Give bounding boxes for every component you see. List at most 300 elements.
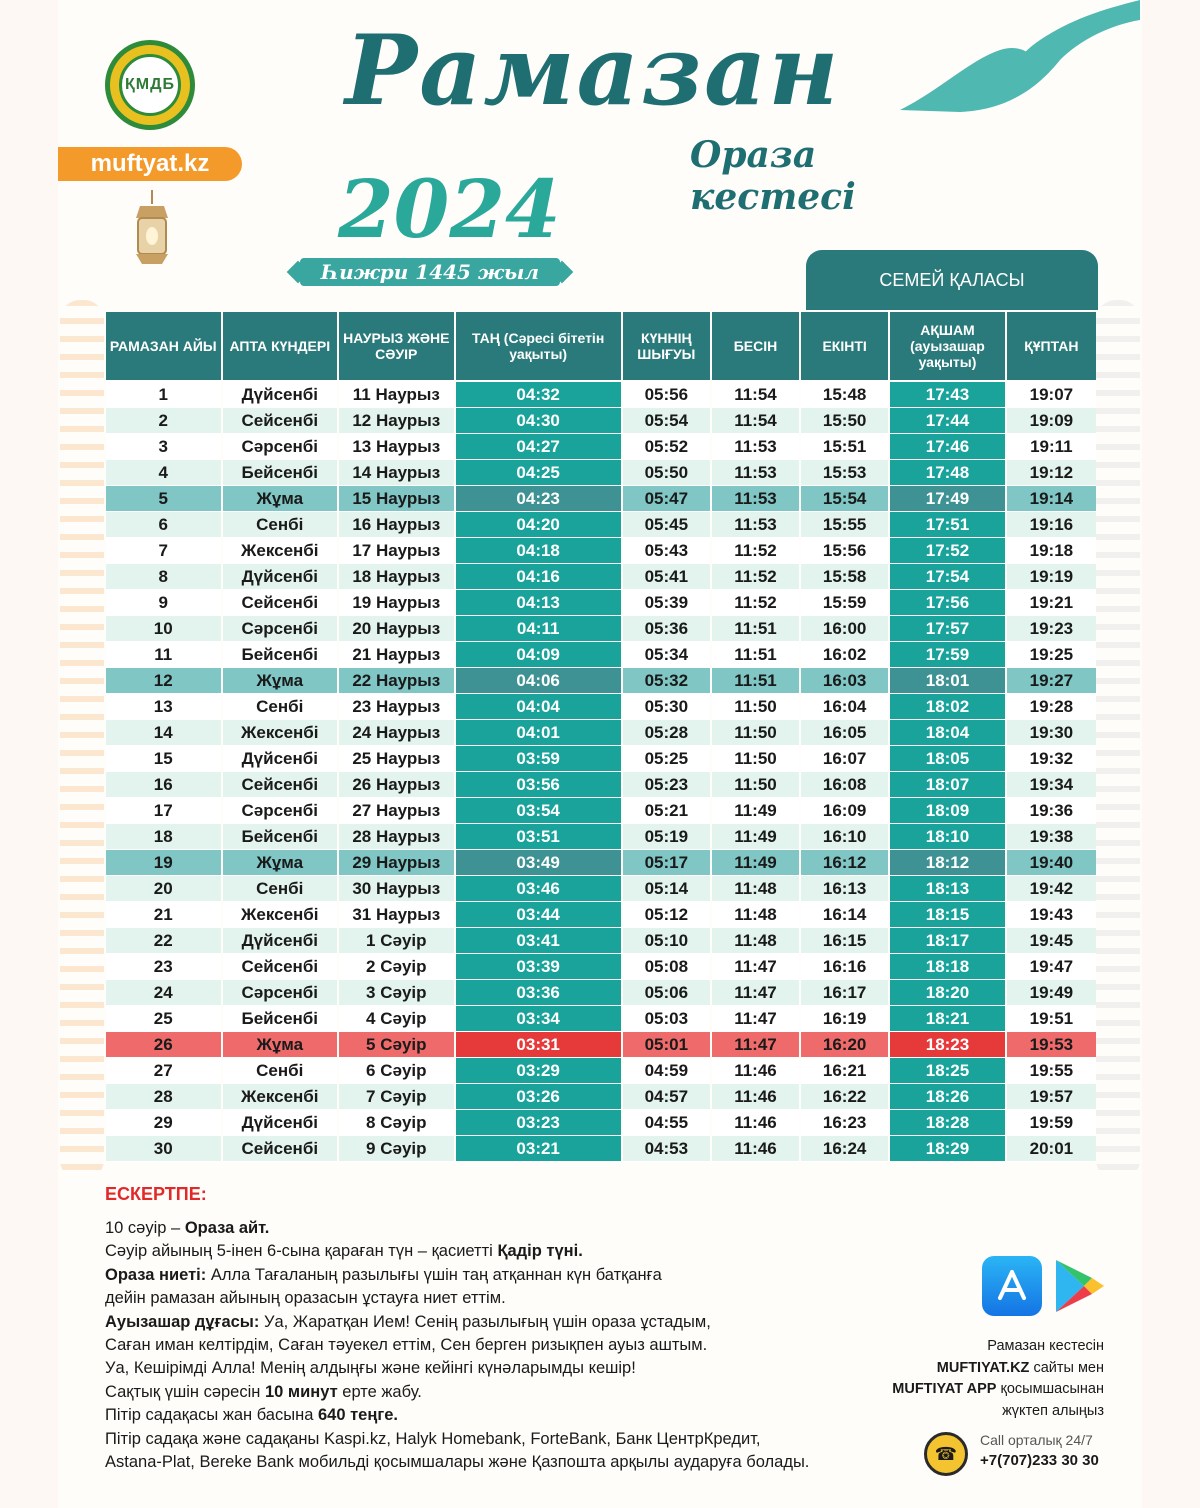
column-header: РАМАЗАН АЙЫ — [106, 312, 221, 382]
table-cell: Жұма — [223, 486, 338, 512]
table-cell: 26 Наурыз — [339, 772, 454, 798]
table-row — [106, 1058, 1096, 1084]
table-cell: 17:44 — [890, 408, 1005, 434]
table-cell: 21 Наурыз — [339, 642, 454, 668]
schedule-table — [104, 312, 1098, 1162]
table-cell: 2 Сәуір — [339, 954, 454, 980]
table-cell: Жұма — [223, 1032, 338, 1058]
table-cell: 03:51 — [456, 824, 621, 850]
table-cell: 11:54 — [712, 408, 799, 434]
table-cell: 19:07 — [1007, 382, 1096, 408]
table-cell: 16:21 — [801, 1058, 888, 1084]
call-center-label: Call орталық 24/7 — [980, 1432, 1093, 1448]
table-cell: 22 Наурыз — [339, 668, 454, 694]
table-cell: 03:34 — [456, 1006, 621, 1032]
table-cell: 22 — [106, 928, 221, 954]
table-cell: 16 — [106, 772, 221, 798]
table-cell: 19:42 — [1007, 876, 1096, 902]
table-cell: Дүйсенбі — [223, 1110, 338, 1136]
table-cell: 19:09 — [1007, 408, 1096, 434]
table-body — [106, 382, 1096, 1162]
table-cell: 18:09 — [890, 798, 1005, 824]
table-cell: 05:17 — [623, 850, 710, 876]
table-cell: 04:30 — [456, 408, 621, 434]
table-cell: 11:50 — [712, 746, 799, 772]
app-text-line1: Рамазан кестесін — [987, 1338, 1104, 1354]
table-cell: 03:49 — [456, 850, 621, 876]
table-cell: 16:20 — [801, 1032, 888, 1058]
table-cell: 05:14 — [623, 876, 710, 902]
table-row — [106, 564, 1096, 590]
note-payment-cont: Astana-Plat, Bereke Bank мобильді қосымшалары және Қазпошта арқылы аударуға болады. — [105, 1453, 810, 1472]
right-ornament — [1096, 300, 1140, 1180]
table-cell: 15:54 — [801, 486, 888, 512]
table-cell: 18:07 — [890, 772, 1005, 798]
table-row — [106, 720, 1096, 746]
table-row — [106, 694, 1096, 720]
table-cell: 11:53 — [712, 460, 799, 486]
table-cell: 7 — [106, 538, 221, 564]
table-cell: 04:25 — [456, 460, 621, 486]
table-cell: 3 Сәуір — [339, 980, 454, 1006]
table-cell: Сенбі — [223, 512, 338, 538]
column-header: АПТА КҮНДЕРІ — [223, 312, 338, 382]
table-cell: 17:59 — [890, 642, 1005, 668]
table-cell: 16:02 — [801, 642, 888, 668]
table-cell: Сенбі — [223, 876, 338, 902]
table-cell: Жексенбі — [223, 1084, 338, 1110]
table-row — [106, 928, 1096, 954]
table-cell: 03:31 — [456, 1032, 621, 1058]
column-header: ҚҰПТАН — [1007, 312, 1096, 382]
table-cell: 11:48 — [712, 902, 799, 928]
table-cell: 16 Наурыз — [339, 512, 454, 538]
table-cell: 11:49 — [712, 850, 799, 876]
table-cell: 19:34 — [1007, 772, 1096, 798]
table-cell: 11:53 — [712, 486, 799, 512]
table-cell: 28 Наурыз — [339, 824, 454, 850]
table-cell: 04:13 — [456, 590, 621, 616]
table-cell: 14 Наурыз — [339, 460, 454, 486]
table-cell: 19:36 — [1007, 798, 1096, 824]
google-play-icon[interactable] — [1050, 1256, 1106, 1316]
table-cell: Бейсенбі — [223, 642, 338, 668]
table-cell: 15:55 — [801, 512, 888, 538]
table-cell: 15:50 — [801, 408, 888, 434]
table-cell: 14 — [106, 720, 221, 746]
table-cell: 18:05 — [890, 746, 1005, 772]
table-cell: 15:48 — [801, 382, 888, 408]
table-row — [106, 1006, 1096, 1032]
table-cell: 16:09 — [801, 798, 888, 824]
table-cell: 18:28 — [890, 1110, 1005, 1136]
table-row — [106, 382, 1096, 408]
table-cell: 6 Сәуір — [339, 1058, 454, 1084]
table-row — [106, 1032, 1096, 1058]
table-cell: 04:04 — [456, 694, 621, 720]
table-cell: 04:27 — [456, 434, 621, 460]
table-cell: 17 — [106, 798, 221, 824]
table-cell: Жексенбі — [223, 902, 338, 928]
table-cell: 23 Наурыз — [339, 694, 454, 720]
logo-text: ҚМДБ — [119, 54, 181, 116]
table-cell: 19:28 — [1007, 694, 1096, 720]
table-cell: Жұма — [223, 668, 338, 694]
table-row — [106, 798, 1096, 824]
table-cell: 04:11 — [456, 616, 621, 642]
table-cell: Жұма — [223, 850, 338, 876]
app-text-line3: MUFTIYAT APP қосымшасынан — [892, 1381, 1104, 1398]
table-cell: 11:50 — [712, 694, 799, 720]
table-cell: 16:22 — [801, 1084, 888, 1110]
note-payment: Пітір садақа және садақаны Kaspi.kz, Halyk Homebank, ForteBank, Банк ЦентрКредит, — [105, 1429, 761, 1448]
table-row — [106, 902, 1096, 928]
table-cell: 4 Сәуір — [339, 1006, 454, 1032]
table-cell: 4 — [106, 460, 221, 486]
table-cell: 04:57 — [623, 1084, 710, 1110]
table-cell: 16:05 — [801, 720, 888, 746]
table-cell: 05:32 — [623, 668, 710, 694]
table-cell: Дүйсенбі — [223, 382, 338, 408]
table-cell: 15 Наурыз — [339, 486, 454, 512]
table-cell: 18:01 — [890, 668, 1005, 694]
table-cell: 19:38 — [1007, 824, 1096, 850]
table-cell: 23 — [106, 954, 221, 980]
app-text-line2: MUFTIYAT.KZ сайты мен — [936, 1359, 1104, 1376]
note-dua-cont: Саған иман келтірдім, Саған тәуекел еттім, Сен берген ризықпен ауыз аштым. — [105, 1336, 708, 1355]
table-cell: 26 — [106, 1032, 221, 1058]
table-cell: 11:52 — [712, 538, 799, 564]
table-cell: 8 Сәуір — [339, 1110, 454, 1136]
table-cell: 16:12 — [801, 850, 888, 876]
table-cell: 05:19 — [623, 824, 710, 850]
table-cell: 04:55 — [623, 1110, 710, 1136]
table-cell: 05:34 — [623, 642, 710, 668]
table-cell: Сәрсенбі — [223, 434, 338, 460]
table-cell: 21 — [106, 902, 221, 928]
table-row — [106, 954, 1096, 980]
column-header: КҮННІҢ ШЫҒУЫ — [623, 312, 710, 382]
table-cell: 19:19 — [1007, 564, 1096, 590]
column-header: ТАҢ (Сәресі бітетін уақыты) — [456, 312, 621, 382]
table-cell: 17 Наурыз — [339, 538, 454, 564]
table-row — [106, 1110, 1096, 1136]
note-qadr: Сәуір айының 5-інен 6-сына қараған түн – қасиетті Қадір түні. — [105, 1242, 583, 1261]
table-cell: 15:59 — [801, 590, 888, 616]
table-cell: Бейсенбі — [223, 460, 338, 486]
table-cell: 11:47 — [712, 980, 799, 1006]
table-cell: 04:01 — [456, 720, 621, 746]
column-header: ЕКІНТІ — [801, 312, 888, 382]
table-row — [106, 850, 1096, 876]
table-cell: 05:36 — [623, 616, 710, 642]
table-cell: 04:53 — [623, 1136, 710, 1162]
table-cell: Бейсенбі — [223, 1006, 338, 1032]
table-cell: Сенбі — [223, 694, 338, 720]
table-cell: 16:00 — [801, 616, 888, 642]
table-cell: Жексенбі — [223, 538, 338, 564]
table-cell: 18:02 — [890, 694, 1005, 720]
table-cell: 16:08 — [801, 772, 888, 798]
table-cell: Сәрсенбі — [223, 980, 338, 1006]
table-cell: 7 Сәуір — [339, 1084, 454, 1110]
table-cell: 17:49 — [890, 486, 1005, 512]
table-row — [106, 772, 1096, 798]
table-cell: 05:21 — [623, 798, 710, 824]
table-cell: 11:46 — [712, 1084, 799, 1110]
table-cell: 19:32 — [1007, 746, 1096, 772]
table-cell: 16:16 — [801, 954, 888, 980]
table-row — [106, 1136, 1096, 1162]
table-cell: 5 — [106, 486, 221, 512]
table-row — [106, 460, 1096, 486]
table-cell: 05:28 — [623, 720, 710, 746]
table-cell: 19:49 — [1007, 980, 1096, 1006]
table-row — [106, 824, 1096, 850]
table-cell: 12 — [106, 668, 221, 694]
table-cell: 11:47 — [712, 954, 799, 980]
table-cell: Сенбі — [223, 1058, 338, 1084]
table-cell: 03:21 — [456, 1136, 621, 1162]
table-cell: 19 Наурыз — [339, 590, 454, 616]
table-cell: 19:43 — [1007, 902, 1096, 928]
city-tab: СЕМЕЙ ҚАЛАСЫ — [806, 250, 1098, 310]
table-row — [106, 668, 1096, 694]
table-cell: Сейсенбі — [223, 772, 338, 798]
table-cell: 11:46 — [712, 1058, 799, 1084]
table-cell: 05:30 — [623, 694, 710, 720]
table-cell: 15 — [106, 746, 221, 772]
headset-icon: ☎ — [924, 1432, 968, 1476]
table-cell: 18 — [106, 824, 221, 850]
table-cell: 05:39 — [623, 590, 710, 616]
table-cell: 16:15 — [801, 928, 888, 954]
table-cell: 1 — [106, 382, 221, 408]
table-cell: 18:17 — [890, 928, 1005, 954]
table-cell: 05:03 — [623, 1006, 710, 1032]
table-cell: 25 Наурыз — [339, 746, 454, 772]
table-cell: 11:51 — [712, 616, 799, 642]
table-cell: 29 Наурыз — [339, 850, 454, 876]
table-cell: 05:56 — [623, 382, 710, 408]
table-cell: 05:45 — [623, 512, 710, 538]
table-row — [106, 746, 1096, 772]
site-link[interactable]: muftyat.kz — [58, 147, 242, 181]
page-title: Рамазан — [345, 14, 841, 127]
table-cell: 05:23 — [623, 772, 710, 798]
table-cell: 9 — [106, 590, 221, 616]
table-cell: Дүйсенбі — [223, 928, 338, 954]
note-niyet: Ораза ниеті: Алла Тағаланың разылығы үшін таң атқаннан күн батқанға — [105, 1265, 662, 1284]
left-ornament — [60, 300, 104, 1180]
table-row — [106, 980, 1096, 1006]
table-cell: 20 Наурыз — [339, 616, 454, 642]
table-cell: 03:54 — [456, 798, 621, 824]
table-row — [106, 1084, 1096, 1110]
table-cell: 19:25 — [1007, 642, 1096, 668]
table-cell: 05:47 — [623, 486, 710, 512]
table-cell: 19 — [106, 850, 221, 876]
table-cell: 18:29 — [890, 1136, 1005, 1162]
table-cell: 11:50 — [712, 772, 799, 798]
table-cell: 20 — [106, 876, 221, 902]
table-cell: Жексенбі — [223, 720, 338, 746]
table-cell: 04:23 — [456, 486, 621, 512]
table-cell: 16:17 — [801, 980, 888, 1006]
table-cell: 16:07 — [801, 746, 888, 772]
call-center-phone[interactable]: +7(707)233 30 30 — [980, 1452, 1099, 1469]
table-cell: 05:01 — [623, 1032, 710, 1058]
notes-title: ЕСКЕРТПЕ: — [105, 1184, 207, 1204]
table-cell: 15:56 — [801, 538, 888, 564]
table-cell: 18:21 — [890, 1006, 1005, 1032]
logo — [105, 40, 195, 130]
table-cell: 04:59 — [623, 1058, 710, 1084]
table-cell: 05:10 — [623, 928, 710, 954]
table-cell: Дүйсенбі — [223, 746, 338, 772]
table-row — [106, 512, 1096, 538]
table-cell: 29 — [106, 1110, 221, 1136]
table-cell: 19:53 — [1007, 1032, 1096, 1058]
table-cell: 17:54 — [890, 564, 1005, 590]
table-cell: 12 Наурыз — [339, 408, 454, 434]
table-cell: 18:23 — [890, 1032, 1005, 1058]
table-cell: 11:48 — [712, 928, 799, 954]
table-cell: 18:12 — [890, 850, 1005, 876]
table-cell: Сейсенбі — [223, 590, 338, 616]
table-row — [106, 642, 1096, 668]
table-cell: 18:20 — [890, 980, 1005, 1006]
table-cell: 16:23 — [801, 1110, 888, 1136]
page-subtitle: Ораза кестесі — [690, 134, 856, 218]
note-dua-cont2: Уа, Кешірімді Алла! Менің алдыңғы және кейінгі күнәларымды кешір! — [105, 1359, 636, 1378]
table-cell: 11 Наурыз — [339, 382, 454, 408]
table-row — [106, 876, 1096, 902]
table-cell: 05:43 — [623, 538, 710, 564]
table-cell: 11:54 — [712, 382, 799, 408]
table-cell: 11:53 — [712, 434, 799, 460]
table-cell: 04:32 — [456, 382, 621, 408]
table-cell: 11:48 — [712, 876, 799, 902]
table-cell: 19:51 — [1007, 1006, 1096, 1032]
table-cell: 11:46 — [712, 1110, 799, 1136]
table-cell: 04:06 — [456, 668, 621, 694]
table-cell: 19:16 — [1007, 512, 1096, 538]
table-row — [106, 590, 1096, 616]
table-cell: 17:46 — [890, 434, 1005, 460]
note-niyet-cont: дейін рамазан айының оразасын ұстауға ниет еттім. — [105, 1289, 506, 1308]
table-cell: 18:26 — [890, 1084, 1005, 1110]
app-store-icon[interactable] — [982, 1256, 1042, 1316]
table-cell: 18:04 — [890, 720, 1005, 746]
table-cell: 17:48 — [890, 460, 1005, 486]
table-cell: 17:56 — [890, 590, 1005, 616]
table-cell: 19:55 — [1007, 1058, 1096, 1084]
table-cell: 11:47 — [712, 1032, 799, 1058]
table-cell: Сейсенбі — [223, 1136, 338, 1162]
table-cell: 03:39 — [456, 954, 621, 980]
table-cell: 19:11 — [1007, 434, 1096, 460]
table-cell: 15:53 — [801, 460, 888, 486]
table-cell: 19:30 — [1007, 720, 1096, 746]
app-download-text — [820, 1336, 1104, 1422]
table-cell: 13 Наурыз — [339, 434, 454, 460]
table-cell: 19:18 — [1007, 538, 1096, 564]
column-header: БЕСІН — [712, 312, 799, 382]
column-header: НАУРЫЗ ЖӘНЕ СӘУІР — [339, 312, 454, 382]
table-cell: 19:59 — [1007, 1110, 1096, 1136]
table-cell: 25 — [106, 1006, 221, 1032]
table-cell: Сәрсенбі — [223, 798, 338, 824]
table-cell: 19:40 — [1007, 850, 1096, 876]
table-cell: 05:41 — [623, 564, 710, 590]
table-cell: 11:49 — [712, 798, 799, 824]
table-cell: 11:50 — [712, 720, 799, 746]
table-cell: 11:51 — [712, 668, 799, 694]
table-cell: 24 — [106, 980, 221, 1006]
table-cell: 1 Сәуір — [339, 928, 454, 954]
table-cell: Дүйсенбі — [223, 564, 338, 590]
column-header: АҚШАМ (ауызашар уақыты) — [890, 312, 1005, 382]
table-cell: 03:29 — [456, 1058, 621, 1084]
table-cell: 05:52 — [623, 434, 710, 460]
table-cell: 03:36 — [456, 980, 621, 1006]
table-cell: 04:20 — [456, 512, 621, 538]
table-header-row — [106, 312, 1096, 382]
table-cell: 03:41 — [456, 928, 621, 954]
table-cell: 11:51 — [712, 642, 799, 668]
table-cell: 10 — [106, 616, 221, 642]
table-cell: 16:03 — [801, 668, 888, 694]
table-cell: 16:13 — [801, 876, 888, 902]
table-cell: 17:52 — [890, 538, 1005, 564]
hijri-year: Һижри 1445 жыл — [320, 260, 540, 284]
table-cell: 19:12 — [1007, 460, 1096, 486]
table-cell: 04:18 — [456, 538, 621, 564]
table-row — [106, 408, 1096, 434]
app-text-line4: жүктеп алыңыз — [1002, 1402, 1104, 1419]
lantern-icon — [122, 190, 182, 270]
table-cell: 04:16 — [456, 564, 621, 590]
table-cell: 19:21 — [1007, 590, 1096, 616]
table-cell: 18 Наурыз — [339, 564, 454, 590]
table-cell: 19:57 — [1007, 1084, 1096, 1110]
table-cell: 03:59 — [456, 746, 621, 772]
table-cell: 11:47 — [712, 1006, 799, 1032]
table-cell: 9 Сәуір — [339, 1136, 454, 1162]
table-cell: 03:46 — [456, 876, 621, 902]
table-cell: 05:08 — [623, 954, 710, 980]
table-cell: 11:53 — [712, 512, 799, 538]
table-cell: 18:15 — [890, 902, 1005, 928]
table-cell: 16:24 — [801, 1136, 888, 1162]
table-cell: 30 — [106, 1136, 221, 1162]
table-cell: 11:52 — [712, 564, 799, 590]
table-cell: 16:19 — [801, 1006, 888, 1032]
table-cell: 05:06 — [623, 980, 710, 1006]
table-cell: 03:26 — [456, 1084, 621, 1110]
table-cell: 5 Сәуір — [339, 1032, 454, 1058]
table-cell: 27 Наурыз — [339, 798, 454, 824]
table-cell: 19:27 — [1007, 668, 1096, 694]
table-cell: 04:09 — [456, 642, 621, 668]
table-cell: 17:57 — [890, 616, 1005, 642]
table-cell: 15:51 — [801, 434, 888, 460]
wave-decoration-icon — [900, 0, 1140, 120]
table-row — [106, 434, 1096, 460]
table-cell: 31 Наурыз — [339, 902, 454, 928]
table-cell: 16:04 — [801, 694, 888, 720]
